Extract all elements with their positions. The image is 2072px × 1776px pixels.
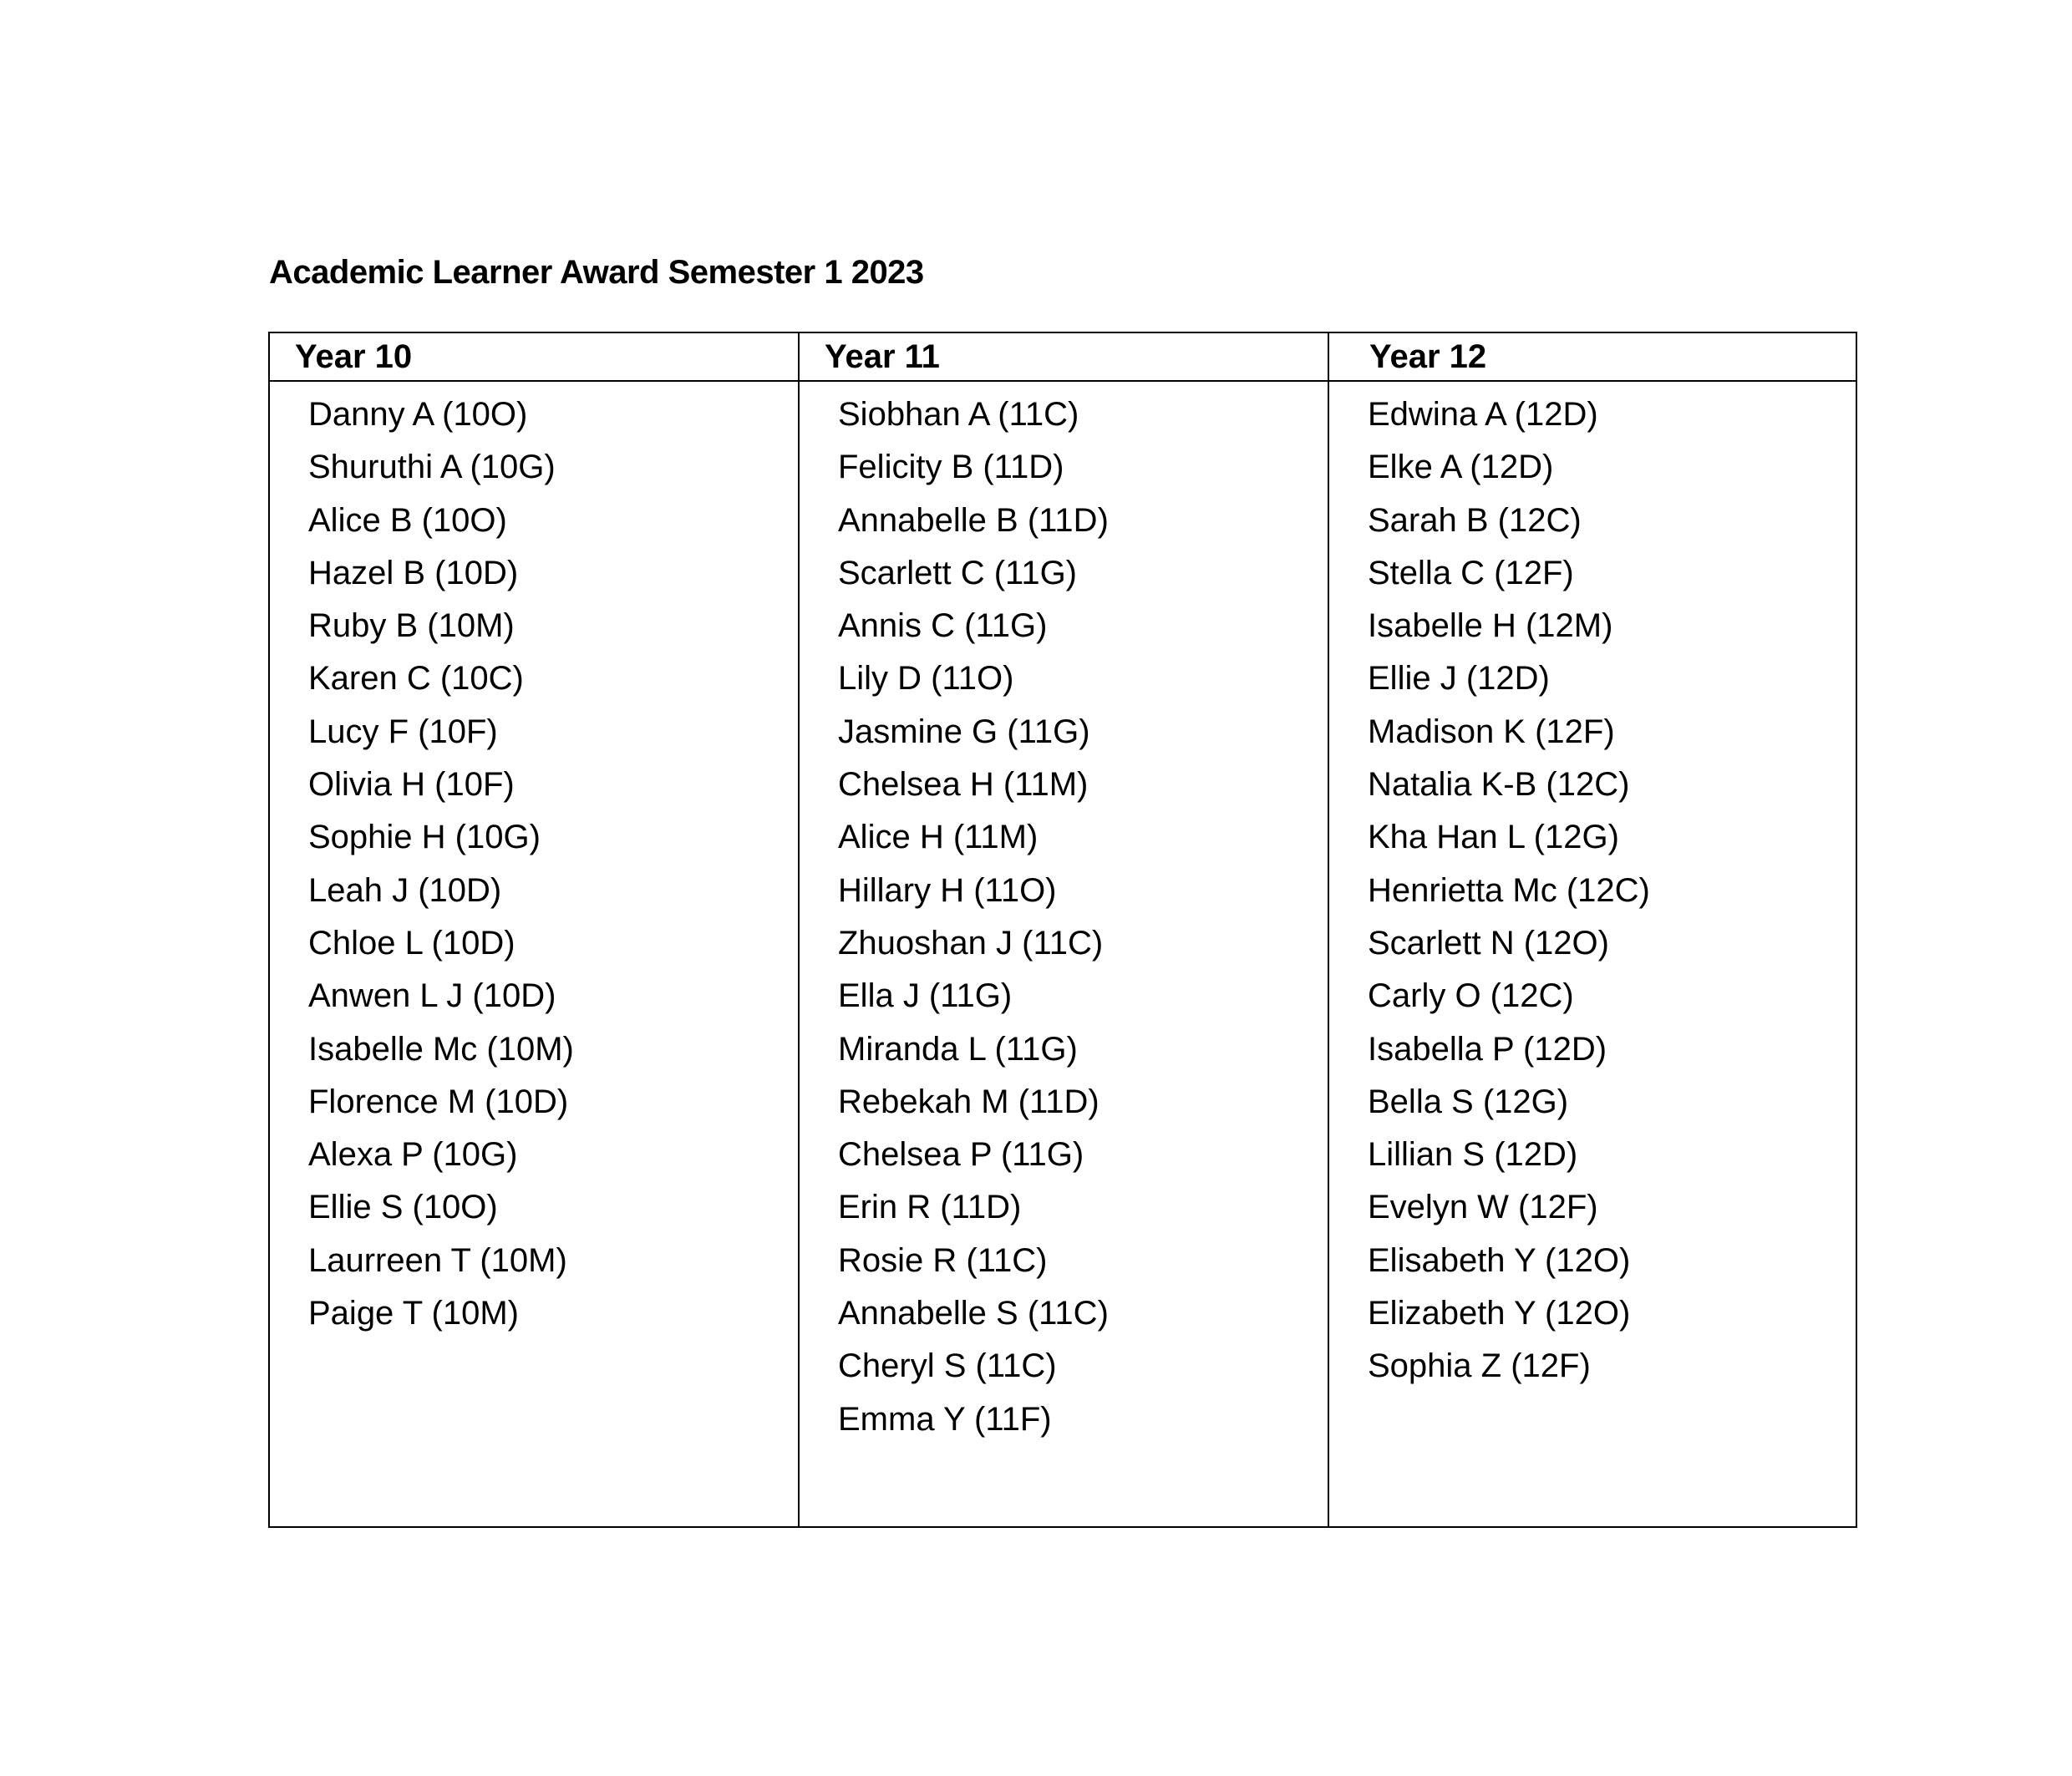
- column-header-cell: [270, 333, 798, 382]
- student-name: Annabelle B (11D): [838, 501, 1109, 539]
- student-name: Lucy F (10F): [308, 713, 498, 750]
- student-name: Ruby B (10M): [308, 607, 515, 645]
- student-name: Karen C (10C): [308, 660, 524, 698]
- year-10-column: [270, 333, 800, 1526]
- column-header-year-12: Year 12: [1369, 338, 1487, 375]
- student-name: Chelsea H (11M): [838, 766, 1089, 804]
- student-name: Elizabeth Y (12O): [1368, 1295, 1631, 1332]
- student-name: Erin R (11D): [838, 1189, 1022, 1226]
- student-name: Paige T (10M): [308, 1295, 519, 1332]
- year-11-column: [800, 333, 1329, 1526]
- student-name: Isabelle Mc (10M): [308, 1030, 574, 1068]
- year-12-list: [1368, 388, 1650, 1393]
- student-name: Olivia H (10F): [308, 766, 515, 804]
- student-name: Jasmine G (11G): [838, 713, 1090, 750]
- student-name: Cheryl S (11C): [838, 1347, 1057, 1385]
- year-11-list: [838, 388, 1109, 1446]
- year-10-list: [308, 388, 574, 1340]
- student-name: Sophia Z (12F): [1368, 1347, 1591, 1385]
- student-name: Henrietta Mc (12C): [1368, 871, 1650, 909]
- student-name: Elisabeth Y (12O): [1368, 1241, 1631, 1279]
- student-name: Alice H (11M): [838, 819, 1039, 856]
- student-name: Ellie J (12D): [1368, 660, 1550, 698]
- student-name: Ella J (11G): [838, 977, 1013, 1015]
- student-name: Siobhan A (11C): [838, 396, 1079, 433]
- award-table: [268, 332, 1857, 1528]
- student-name: Evelyn W (12F): [1368, 1189, 1598, 1226]
- student-name: Rebekah M (11D): [838, 1083, 1099, 1120]
- student-name: Felicity B (11D): [838, 449, 1064, 486]
- student-name: Natalia K-B (12C): [1368, 766, 1630, 804]
- student-name: Bella S (12G): [1368, 1083, 1569, 1120]
- column-header-year-10: Year 10: [295, 338, 413, 375]
- student-name: Alice B (10O): [308, 501, 507, 539]
- student-name: Chloe L (10D): [308, 924, 515, 962]
- student-name: Isabelle H (12M): [1368, 607, 1613, 645]
- student-name: Annis C (11G): [838, 607, 1048, 645]
- student-name: Ellie S (10O): [308, 1189, 498, 1226]
- student-name: Zhuoshan J (11C): [838, 924, 1104, 962]
- student-name: Carly O (12C): [1368, 977, 1574, 1015]
- student-name: Scarlett N (12O): [1368, 924, 1609, 962]
- student-name: Elke A (12D): [1368, 449, 1554, 486]
- student-name: Rosie R (11C): [838, 1241, 1048, 1279]
- student-name: Hillary H (11O): [838, 871, 1057, 909]
- student-name: Sophie H (10G): [308, 819, 541, 856]
- column-header-cell: [1329, 333, 1857, 382]
- student-name: Lily D (11O): [838, 660, 1014, 698]
- student-name: Miranda L (11G): [838, 1030, 1078, 1068]
- document-title: Academic Learner Award Semester 1 2023: [269, 254, 924, 291]
- student-name: Lillian S (12D): [1368, 1136, 1578, 1174]
- student-name: Alexa P (10G): [308, 1136, 518, 1174]
- student-name: Laurreen T (10M): [308, 1241, 567, 1279]
- student-name: Isabella P (12D): [1368, 1030, 1607, 1068]
- column-header-year-11: Year 11: [825, 338, 940, 375]
- student-name: Shuruthi A (10G): [308, 449, 556, 486]
- student-name: Florence M (10D): [308, 1083, 569, 1120]
- student-name: Hazel B (10D): [308, 554, 519, 591]
- student-name: Annabelle S (11C): [838, 1295, 1109, 1332]
- student-name: Leah J (10D): [308, 871, 502, 909]
- student-name: Madison K (12F): [1368, 713, 1615, 750]
- student-name: Edwina A (12D): [1368, 396, 1598, 433]
- column-header-cell: [800, 333, 1328, 382]
- student-name: Kha Han L (12G): [1368, 819, 1619, 856]
- student-name: Danny A (10O): [308, 396, 528, 433]
- student-name: Anwen L J (10D): [308, 977, 556, 1015]
- student-name: Emma Y (11F): [838, 1400, 1052, 1438]
- student-name: Chelsea P (11G): [838, 1136, 1084, 1174]
- student-name: Scarlett C (11G): [838, 554, 1077, 591]
- year-12-column: [1329, 333, 1857, 1526]
- student-name: Sarah B (12C): [1368, 501, 1582, 539]
- student-name: Stella C (12F): [1368, 554, 1574, 591]
